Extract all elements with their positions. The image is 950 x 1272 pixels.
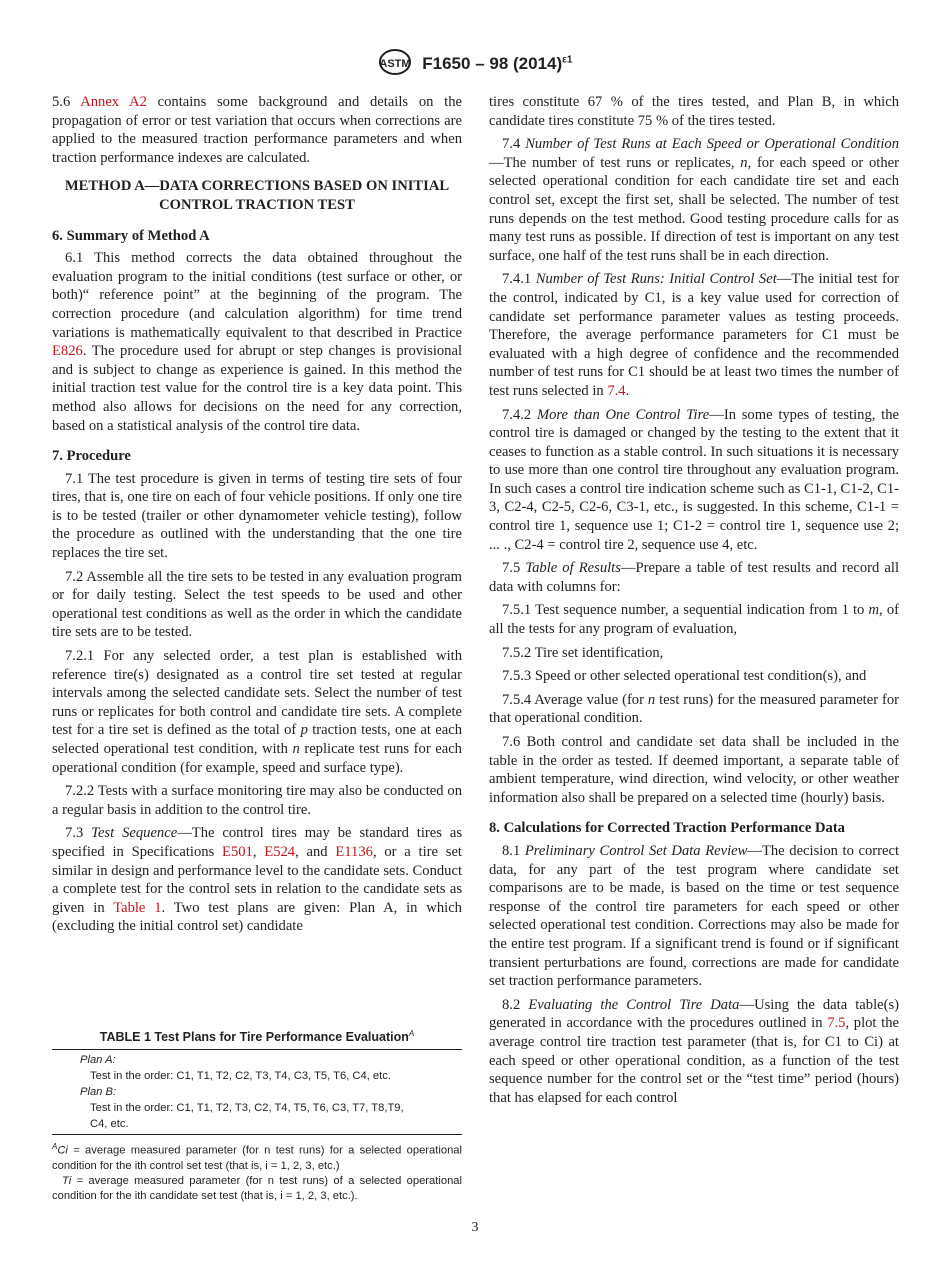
paragraph — [52, 647, 462, 777]
text: 7.5.1 Test sequence number, a sequential indication from 1 to — [502, 602, 869, 619]
italic-text: Preliminary Control Set Data Review — [524, 842, 748, 859]
text: 7.5 — [502, 560, 526, 577]
text: —Prepare a table of test results and record all data with columns for: — [489, 560, 899, 595]
text: 7.2.2 Tests with a surface monitoring tire may also be conducted on a regular basis in addition to the control tire. — [52, 783, 462, 818]
table-1 — [52, 1026, 462, 1204]
paragraph — [489, 996, 899, 1108]
text: 8.2 — [502, 996, 529, 1013]
text: 7.5.3 Speed or other selected operational test condition(s), and — [502, 668, 867, 685]
paragraph — [489, 406, 899, 555]
paragraph — [52, 824, 462, 936]
designation: F1650 – 98 (2014) — [422, 53, 563, 73]
text: METHOD A—DATA CORRECTIONS BASED ON INITIAL CONTROL TRACTION TEST — [64, 178, 450, 213]
text: —The initial test for the control, indicated by C1, is a key value used for correction of candidate set performance parameter values as testing proceeds. Therefore, the average performance parameters for C1 must be evaluated with a high degree of confidence and the recommended number of test runs for C1 should be at least two times the number of test runs selected in — [489, 271, 899, 399]
text: , — [252, 843, 265, 860]
paragraph — [489, 842, 899, 991]
text: —The control tires may be standard tires as specified in Specifications — [52, 825, 463, 860]
paragraph — [489, 559, 899, 596]
text: , for each speed or other selected operational condition for each candidate tire set and each control set, except the first set, shall be selected. The number of test runs depends on the test method. Good testing procedure calls for as many test runs as possible. If direction of test is important on any test surface, one half of the test runs shall be in each direction. — [489, 154, 899, 264]
text: traction tests, one at each selected operational test condition, with — [52, 722, 462, 757]
italic-text: n — [292, 741, 300, 757]
table-title-text: TABLE 1 Test Plans for Tire Performance Evaluation — [99, 1030, 409, 1045]
section-heading — [52, 177, 462, 214]
plan-b-order-continued: C4, etc. — [90, 1118, 129, 1131]
right-column — [489, 93, 899, 1112]
italic-text: p — [300, 722, 308, 739]
text: —The number of test runs or replicates, — [489, 154, 741, 171]
plan-a-order: Test in the order: C1, T1, T2, C2, T3, T4, C3, T5, T6, C4, etc. — [90, 1070, 391, 1083]
section-heading — [489, 819, 899, 838]
reference-link[interactable]: Table 1 — [113, 899, 162, 916]
plan-b-label: Plan B: — [80, 1086, 117, 1099]
text: test runs) for the measured parameter for that operational condition. — [489, 691, 899, 727]
text: 8.1 — [502, 842, 525, 859]
text: replicate test runs for each operational condition (for example, speed and surface type). — [52, 741, 462, 776]
text: 7.4.1 — [502, 271, 536, 288]
paragraph — [489, 733, 899, 807]
text: contains some background and details on the propagation of error or test variation that occurs when corrections are applied to the measured traction performance parameters and when traction performance indexes are calculated. — [52, 94, 462, 166]
footnote-symbol: Ci — [57, 1144, 68, 1157]
paragraph — [52, 782, 462, 819]
reference-link[interactable]: E524 — [264, 843, 296, 860]
text: 5.6 — [52, 94, 81, 110]
paragraph — [52, 470, 462, 563]
reference-link[interactable]: 7.5 — [827, 1015, 846, 1032]
italic-text: Table of Results — [525, 560, 621, 577]
footnote-text: = average measured parameter (for n test runs) for a selected operational condition for the ith control set test (that is, i = 1, 2, 3, etc.) — [52, 1144, 462, 1172]
footnote-symbol: Ti — [62, 1174, 72, 1187]
text: 6. Summary of Method A — [52, 227, 210, 244]
paragraph — [489, 601, 899, 638]
text: —Using the data table(s) generated in accordance with the procedures outlined in — [489, 996, 900, 1032]
footnote-a — [52, 1139, 462, 1174]
text: 7. Procedure — [52, 448, 131, 465]
paragraph — [52, 249, 462, 435]
text: 7.6 Both control and candidate set data shall be included in the table in the order as tested. If deemed important, a separate table of ambient temperature, wind direction, wind velocity, or other weather information also shall be prepared on a selected time (hourly) basis. — [489, 734, 899, 806]
reference-link[interactable]: E501 — [222, 843, 253, 860]
section-heading — [52, 227, 462, 246]
italic-text: n — [740, 154, 748, 171]
table-title — [52, 1026, 462, 1050]
paragraph — [489, 135, 899, 265]
table-title-note: A — [408, 1029, 415, 1038]
italic-text: Number of Test Runs: Initial Control Set — [535, 271, 777, 288]
text: 7.5.4 Average value (for — [502, 691, 648, 708]
section-heading — [52, 447, 462, 466]
text: , of all the tests for any program of evaluation, — [489, 602, 899, 638]
paragraph — [489, 644, 899, 663]
left-column — [52, 93, 462, 941]
paragraph — [489, 270, 899, 400]
paragraph — [489, 691, 899, 728]
text: . — [625, 382, 630, 399]
text: 7.2.1 For any selected order, a test plan is established with reference tire(s) designated as a control tire set tested at regular intervals among the selected candidate sets. Select the number of test runs or replicates for both control and candidate tire sets. A complete test for a tire set is defined as the total of — [52, 648, 462, 739]
reference-link[interactable]: Annex A2 — [80, 94, 147, 110]
text: 7.1 The test procedure is given in terms of testing tire sets of four tires, that is, one tire on each of four vehicle positions. If only one tire is to be tested (trailer or other dynamometer vehicle testing), follow the procedure as outlined with the understanding that the one tire replaces the tire set. — [52, 470, 462, 562]
text: . The procedure used for abrupt or step changes is provisional and is subject to change as experience is gained. In this method the initial traction test value for the control tire is a key data point. This method also allows for decisions on the need for any correction, based on a statistical analysis of the control tire data. — [52, 343, 462, 434]
reference-link[interactable]: 7.4 — [607, 382, 626, 399]
italic-text: n — [647, 691, 656, 708]
text: 7.2 Assemble all the tire sets to be tested in any evaluation program or for daily testing. Select the test speeds to be used and other operational test conditions as well as the order in which the candidate tire sets are to be tested. — [52, 568, 462, 641]
text: 7.4.2 — [502, 406, 537, 423]
plan-b-order: Test in the order: C1, T1, T2, T3, C2, T4, T5, T6, C3, T7, T8,T9, — [90, 1102, 404, 1115]
paragraph — [489, 667, 899, 686]
italic-text: Test Sequence — [91, 825, 178, 842]
italic-text: More than One Control Tire — [536, 406, 710, 423]
reference-link[interactable]: E1136 — [335, 843, 373, 860]
text: . Two test plans are given: Plan A, in which (excluding the initial control set) candidate — [52, 899, 462, 935]
footnote-t — [52, 1174, 462, 1204]
plan-a-label: Plan A: — [80, 1054, 116, 1067]
text: 6.1 This method corrects the data obtained throughout the evaluation program to the initial conditions (test surface or other, or both)“ reference point” at the beginning of the program. The correction procedure (and calculation algorithm) for time trend variations is mathematically equivalent to that described in Practice — [52, 250, 462, 341]
paragraph — [52, 568, 462, 642]
italic-text: Number of Test Runs at Each Speed or Operational Condition — [525, 136, 900, 153]
italic-text: Evaluating the Control Tire Data — [528, 996, 740, 1013]
paragraph — [52, 93, 462, 167]
page-number: 3 — [471, 1220, 479, 1235]
text: , or a tire set similar in design and performance level to the candidate sets. Conduct a complete test for the control sets in relation to the candidate sets as given in — [52, 843, 462, 916]
page-header — [0, 48, 950, 81]
text: , plot the average control tire traction test parameter (that is, for C1 to Ci) at each speed or other operational condition, as a function of the test sequence number for the control set or the “test time” period (hours) that has elapsed for each control — [489, 1015, 899, 1106]
text: 7.4 — [502, 136, 526, 153]
reference-link[interactable]: E826 — [52, 343, 83, 360]
italic-text: m — [868, 602, 880, 619]
footnote-mark: A — [52, 1142, 58, 1152]
text: 7.5.2 Tire set identification, — [502, 644, 664, 661]
text: , and — [295, 843, 336, 860]
paragraph — [489, 93, 899, 130]
footnote-text: = average measured parameter (for n test runs) of a selected operational condition for the ith candidate set test (that is, i = 1, 2, 3, etc.). — [52, 1174, 462, 1202]
text: 8. Calculations for Corrected Traction Performance Data — [489, 820, 845, 837]
text: —The decision to correct data, for any part of the test program where candidate set comparisons are to be made, is based on the time or test sequence response of the control tire parameters for each speed or other selected operational test condition. Corrections may also be made for the entire test program. If a significant trend is found or if significant transient perturbations are found, corrections are made for candidate set traction performance parameters. — [489, 842, 900, 990]
svg-text:ASTM: ASTM — [378, 58, 411, 70]
text: —In some types of testing, the control tire is damaged or changed by the testing to the extent that it ceases to function as a stable control. In such situations it is necessary to use more than one control tire throughout any evaluation program. In such cases a control tire indication scheme such as C1-1, C1-2, C1-3, C2-4, C2-5, C2-6, C3-1, etc., is suggested. In this scheme, C1-1 = control tire 1, sequence use 1; C1-2 = control tire 1, sequence use 2; ... ., C2-4 = control tire 2, sequence use 4, etc. — [489, 406, 899, 553]
text: tires constitute 67 % of the tires tested, and Plan B, in which candidate tires constitute 75 % of the tires tested. — [489, 94, 899, 129]
designation-superscript: ε1 — [562, 54, 573, 66]
text: 7.3 — [65, 825, 92, 842]
astm-logo-icon — [378, 48, 412, 81]
table-body — [52, 1050, 462, 1135]
